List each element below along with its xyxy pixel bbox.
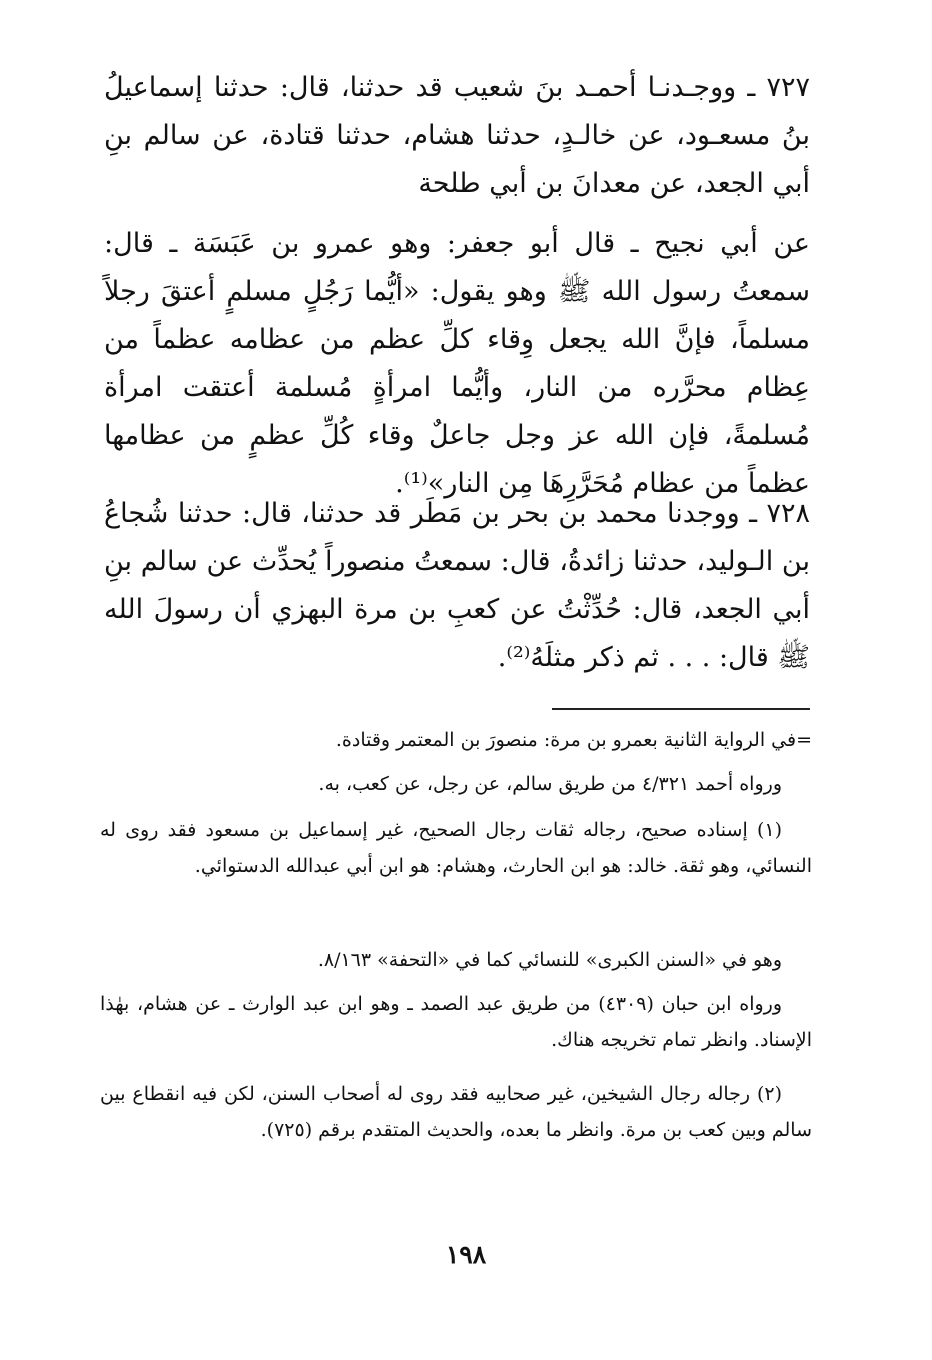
footnote-separator <box>552 708 810 710</box>
footnote-1: (١) إسناده صحيح، رجاله ثقات رجال الصحيح، غير إسماعيل بن مسعود فقد روى له النسائي، وهو ثقة. خالد: هو ابن الحارث، وهشام: هو ابن أبي عبدالله الدستوائي. <box>100 819 812 877</box>
footnote-sunan-reference: وهو في «السنن الكبرى» للنسائي كما في «التحفة» ٨/١٦٣. <box>317 949 782 971</box>
footnote-2: (٢) رجاله رجال الشيخين، غير صحابيه فقد روى له أصحاب السنن، لكن فيه انقطاع بين سالم وبين كعب بن مرة. وانظر ما بعده، والحديث المتقدم برقم (٧٢٥). <box>100 1083 812 1141</box>
hadith-727-matn: عن أبي نجيح ـ قال أبو جعفر: وهو عمرو بن عَبَسَة ـ قال: سمعتُ رسول الله ﷺ وهو يقول: «أيُّما رَجُلٍ مسلمٍ أعتقَ رجلاً مسلماً، فإنَّ الله يجعل وِقاء كلِّ عظم من عظامه عظماً من عِظام محرَّره من النار، وأيُّما امرأةٍ مُسلمة أعتقت امرأة مُسلمةً، فإن الله عز وجل جاعلٌ وقاء كُلِّ عظمٍ من عظامها عظماً من عظام مُحَرَّرِهَا مِن النار»⁽¹⁾. <box>104 228 810 499</box>
hadith-727-isnad: ٧٢٧ ـ ووجـدنـا أحمـد بنَ شعيب قد حدثنا، قال: حدثنا إسماعيلُ بنُ مسعـود، عن خالـدٍ، حدثنا هشام، حدثنا قتادة، عن سالم بنِ أبي الجعد، عن معدانَ بن أبي طلحة <box>104 72 810 199</box>
hadith-728: ٧٢٨ ـ ووجدنا محمد بن بحر بن مَطَر قد حدثنا، قال: حدثنا شُجاعُ بن الـوليد، حدثنا زائدةُ، قال: سمعتُ منصوراً يُحدِّث عن سالم بنِ أبي الجعد، قال: حُدِّثْتُ عن كعبِ بن مرة البهزي أن رسولَ الله ﷺ قال: . . . ثم ذكر مثلَهُ⁽²⁾. <box>104 498 810 673</box>
footnote-continuation: =في الرواية الثانية بعمرو بن مرة: منصورَ بن المعتمر وقتادة. <box>335 729 812 751</box>
page-number: ١٩٨ <box>445 1240 487 1269</box>
footnote-ibn-hibban-reference: ورواه ابن حبان (٤٣٠٩) من طريق عبد الصمد ـ وهو ابن عبد الوارث ـ عن هشام، بهٰذا الإسناد. وانظر تمام تخريجه هناك. <box>100 993 812 1051</box>
footnote-ahmad-reference: ورواه أحمد ٤/٣٢١ من طريق سالم، عن رجل، عن كعب، به. <box>318 773 782 795</box>
